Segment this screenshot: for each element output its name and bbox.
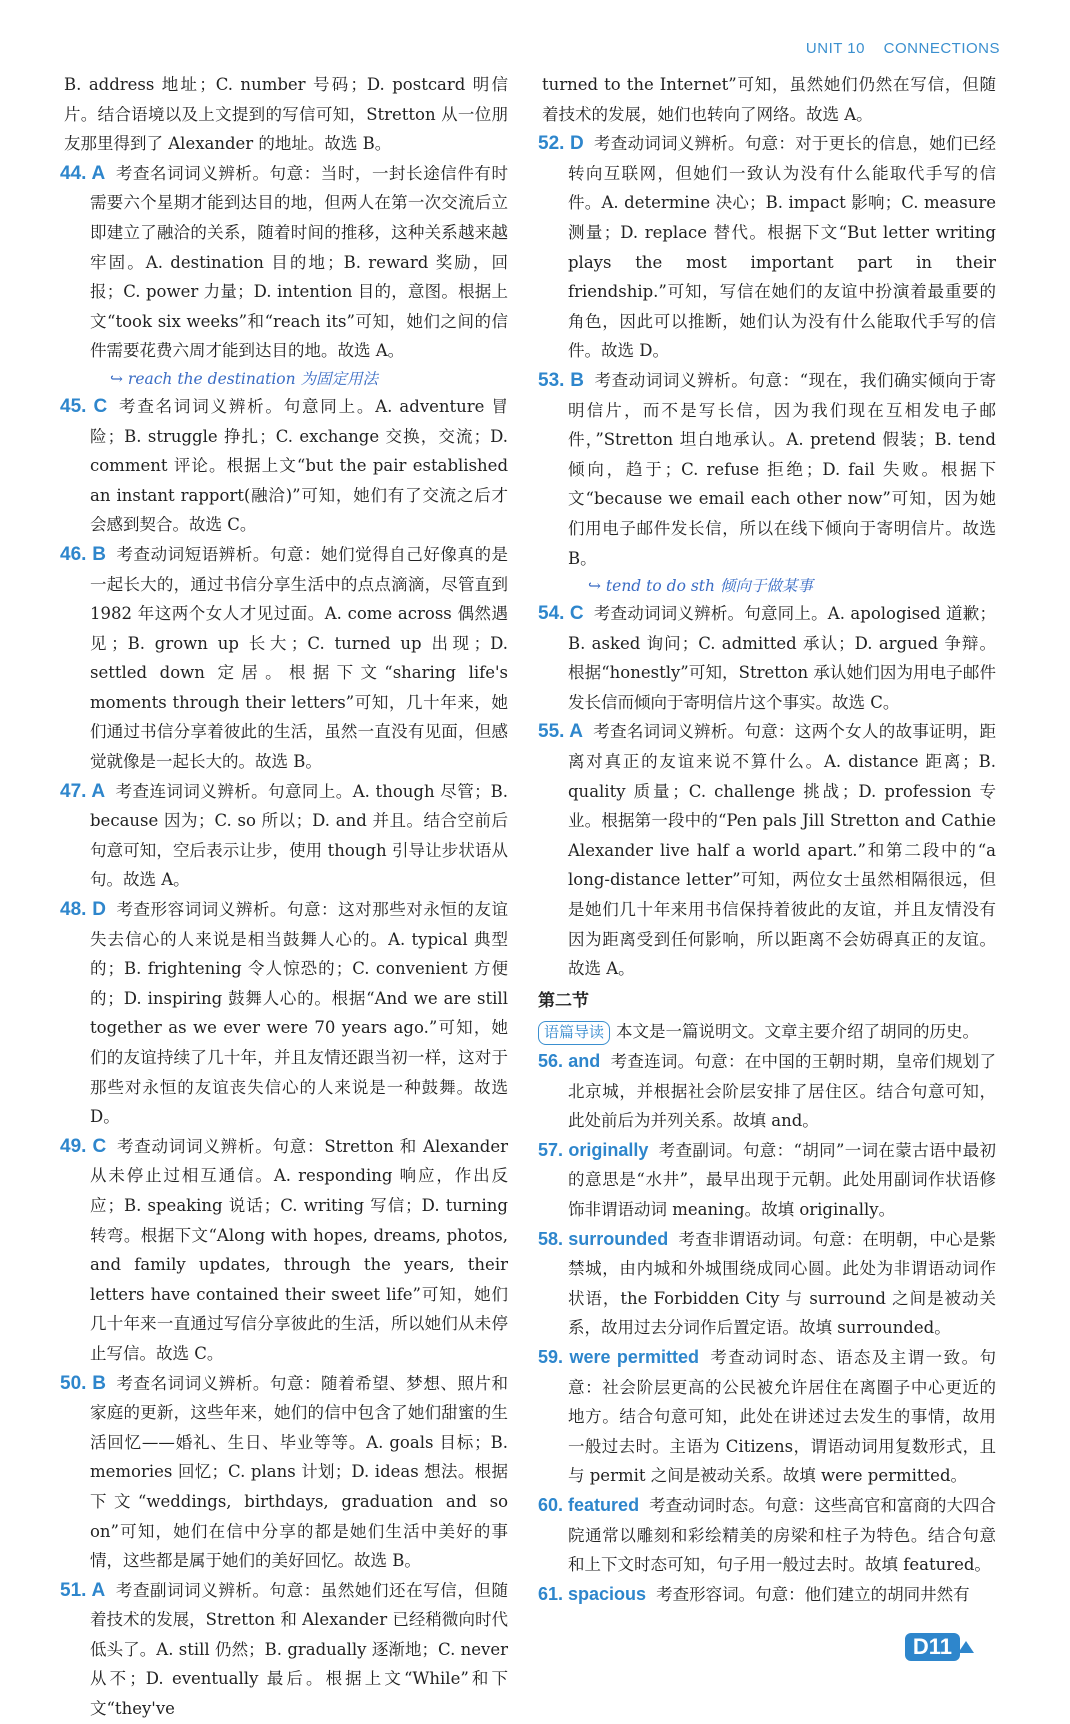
arrow-up-icon <box>958 1641 974 1653</box>
answer-text: 考查名词词义辨析。句意同上。A. adventure 冒险；B. struggle 挣扎；C. exchange 交换，交流；D. comment 评论。根据上文“but the pair established an instant rapport(融洽)”可知，她们有了交流之后才会感到契合。故选 C。 <box>90 396 508 535</box>
unit-label: UNIT 10 <box>805 40 865 57</box>
left-intro: B. address 地址；C. number 号码；D. postcard 明信片。结合语境以及上文提到的写信可知，Stretton 从一位朋友那里得到了 Alexander 的地址。故选 B。 <box>64 75 508 154</box>
answer-text: 考查动词词义辨析。句意：“现在，我们确实倾向于寄明信片，而不是写长信，因为我们现在互相发电子邮件，”Stretton 坦白地承认。A. pretend 假装；B. tend 倾向，趋于；C. refuse 拒绝；D. fail 失败。根据下文“because we email each other now”可知，因为她们用电子邮件发长信，所以在线下倾向于寄明信片。故选 B。 <box>568 370 996 568</box>
question-number: 48. D <box>60 899 106 921</box>
answer-item <box>538 1580 996 1610</box>
answer-item <box>60 1132 508 1369</box>
question-number: 50. B <box>60 1372 106 1394</box>
answer-word: 58. surrounded <box>538 1228 669 1249</box>
answer-item <box>60 392 508 540</box>
answer-text: 考查动词时态、语态及主谓一致。句意：社会阶层更高的公民被允许居住在离圈子中心更近的地方。结合句意可知，此处在讲述过去发生的事情，故用一般过去时。主语为 Citizens，谓语动词用复数形式，且与 permit 之间是被动关系。故填 were permitted。 <box>568 1347 997 1486</box>
answer-item <box>538 1047 996 1136</box>
answer-text: 考查名词词义辨析。句意：这两个女人的故事证明，距离对真正的友谊来说不算什么。A. distance 距离；B. quality 质量；C. challenge 挑战；D. profession 专业。根据第一段中的“Pen pals Jill Stretton and Cathie Alexander live half a world apart.”和第二段中的“a long-distance letter”可知，两位女士虽然相隔很远，但是她们几十年来用书信保持着彼此的友谊，并且友情没有因为距离受到任何影响，所以距离不会妨碍真正的友谊。故选 A。 <box>568 722 996 979</box>
answer-item <box>538 599 996 717</box>
handwritten-note: ↪ reach the destination 为固定用法 <box>110 369 379 388</box>
guide-text: 本文是一篇说明文。文章主要介绍了胡同的历史。 <box>616 1022 980 1042</box>
answer-word: 60. featured <box>538 1494 640 1515</box>
answer-item <box>538 1136 996 1225</box>
answer-text: 考查副词词义辨析。句意：虽然她们还在写信，但随着技术的发展，Stretton 和 Alexander 已经稍微向时代低头了。A. still 仍然；B. gradually 逐渐地；C. never 从不；D. eventually 最后。根据上文“While”和下文“they've <box>90 1580 509 1719</box>
question-number: 55. A <box>538 721 583 743</box>
right-intro: turned to the Internet”可知，虽然她们仍然在写信，但随着技术的发展，她们也转向了网络。故选 A。 <box>542 75 996 124</box>
answer-item <box>538 366 996 573</box>
question-number: 49. C <box>60 1135 107 1157</box>
reading-guide <box>538 1017 996 1047</box>
answer-item <box>60 777 508 895</box>
answer-text: 考查非谓语动词。句意：在明朝，中心是紫禁城，由内城和外城围绕成同心圆。此处为非谓语动词作状语，the Forbidden City 与 surround 之间是被动关系，故用过去分词作后置定语。故填 surrounded。 <box>568 1229 996 1338</box>
answer-item <box>538 129 996 366</box>
answer-item <box>60 540 508 777</box>
answer-text: 考查形容词词义辨析。句意：这对那些对永恒的友谊失去信心的人来说是相当鼓舞人心的。A. typical 典型的；B. frightening 令人惊恐的；C. convenient 方便的；D. inspiring 鼓舞人心的。根据“And we are still together as we ever were 70 years ago.”可知，她们的友谊持续了几十年，并且友情还跟当初一样，这对于那些对永恒的友谊丧失信心的人来说是一种鼓舞。故选 D。 <box>90 900 509 1127</box>
answer-item <box>60 159 508 366</box>
answer-text: 考查名词词义辨析。句意：随着希望、梦想、照片和家庭的更新，这些年来，她们的信中包含了她们甜蜜的生活回忆——婚礼、生日、毕业等等。A. goals 目标；B. memories 回忆；C. plans 计划；D. ideas 想法。根据下文“weddings, birthdays, graduation and so on”可知，她们在信中分享的都是她们生活中美好的事情，这些都是属于她们的美好回忆。故选 B。 <box>90 1373 509 1571</box>
answer-item <box>60 1369 508 1576</box>
right-column <box>538 70 996 1609</box>
question-number: 47. A <box>60 780 106 802</box>
answer-word: 56. and <box>538 1051 601 1071</box>
answer-word: 61. spacious <box>538 1583 647 1604</box>
answer-text: 考查连词词义辨析。句意同上。A. though 尽管；B. because 因为；C. so 所以；D. and 并且。结合空前后句意可知，空后表示让步，使用 though 引导让步状语从句。故选 A。 <box>90 781 508 890</box>
handwritten-note: ↪ tend to do sth 倾向于做某事 <box>588 577 813 596</box>
answer-text: 考查名词词义辨析。句意：当时，一封长途信件有时需要六个星期才能到达目的地，但两人在第一次交流后立即建立了融洽的关系，随着时间的推移，这种关系越来越牢固。A. destination 目的地；B. reward 奖励，回报；C. power 力量；D. intention 目的，意图。根据上文“took six weeks”和“reach its”可知，她们之间的信件需要花费六周才能到达目的地。故选 A。 <box>90 163 509 361</box>
answer-text: 考查形容词。句意：他们建立的胡同井然有 <box>656 1584 970 1604</box>
answer-item <box>538 1343 996 1491</box>
answer-text: 考查副词。句意：“胡同”一词在蒙古语中最初的意思是“水井”，最早出现于元朝。此处用副词作状语修饰非谓语动词 meaning。故填 originally。 <box>568 1140 996 1219</box>
answer-text: 考查动词词义辨析。句意同上。A. apologised 道歉；B. asked 询问；C. admitted 承认；D. argued 争辩。根据“honestly”可知，Stretton 承认她们因为用电子邮件发长信而倾向于寄明信片这个事实。故选 C。 <box>568 604 996 712</box>
answer-text: 考查动词时态。句意：这些高官和富商的大四合院通常以雕刻和彩绘精美的房梁和柱子为特色。结合句意和上下文时态可知，句子用一般过去时。故填 featured。 <box>568 1495 996 1575</box>
answer-item <box>60 895 508 1132</box>
answer-text: 考查动词词义辨析。句意：Stretton 和 Alexander 从未停止过相互通信。A. responding 响应，作出反应；B. speaking 说话；C. writing 写信；D. turning 转弯。根据下文“Along with hopes, dreams, photos, and family updates, through the years, their letters have contained their sweet life”可知，她们几十年来一直通过写信分享彼此的生活，所以她们从未停止写信。故选 C。 <box>90 1136 508 1363</box>
question-number: 45. C <box>60 395 108 417</box>
answer-item <box>538 1225 996 1343</box>
section-title: 第二节 <box>538 990 589 1010</box>
guide-label: 语篇导读 <box>538 1021 610 1045</box>
answer-item <box>538 1491 996 1580</box>
answer-text: 考查动词短语辨析。句意：她们觉得自己好像真的是一起长大的，通过书信分享生活中的点点滴滴，尽管直到1982 年这两个女人才见过面。A. come across 偶然遇见；B. grown up 长大；C. turned up 出现；D. settled down 定居。根据下文“sharing life's moments through their letters”可知，几十年来，她们通过书信分享着彼此的生活，虽然一直没有见面，但感觉就像是一起长大的。故选 B。 <box>90 544 509 772</box>
answer-item <box>538 717 996 983</box>
question-number: 54. C <box>538 603 584 625</box>
page-number: D11 <box>905 1633 960 1661</box>
answer-text: 考查连词。句意：在中国的王朝时期，皇帝们规划了北京城，并根据社会阶层安排了居住区。结合句意可知，此处前后为并列关系。故填 and。 <box>568 1052 996 1131</box>
question-number: 44. A <box>60 162 106 184</box>
question-number: 46. B <box>60 543 106 565</box>
left-column <box>60 70 508 1724</box>
unit-title: CONNECTIONS <box>883 40 1000 57</box>
question-number: 53. B <box>538 369 584 391</box>
answer-text: 考查动词词义辨析。句意：对于更长的信息，她们已经转向互联网，但她们一致认为没有什么能取代手写的信件。A. determine 决心；B. impact 影响；C. measure 测量；D. replace 替代。根据下文“But letter writing plays the most important part in their friendship.”可知，写信在她们的友谊中扮演着最重要的角色，因此可以推断，她们认为没有什么能取代手写的信件。故选 D。 <box>568 134 997 361</box>
question-number: 51. A <box>60 1579 106 1601</box>
answer-item <box>60 1576 508 1724</box>
question-number: 52. D <box>538 133 584 155</box>
running-header <box>792 40 1000 57</box>
answer-word: 57. originally <box>538 1139 649 1160</box>
answer-word: 59. were permitted <box>538 1346 699 1367</box>
